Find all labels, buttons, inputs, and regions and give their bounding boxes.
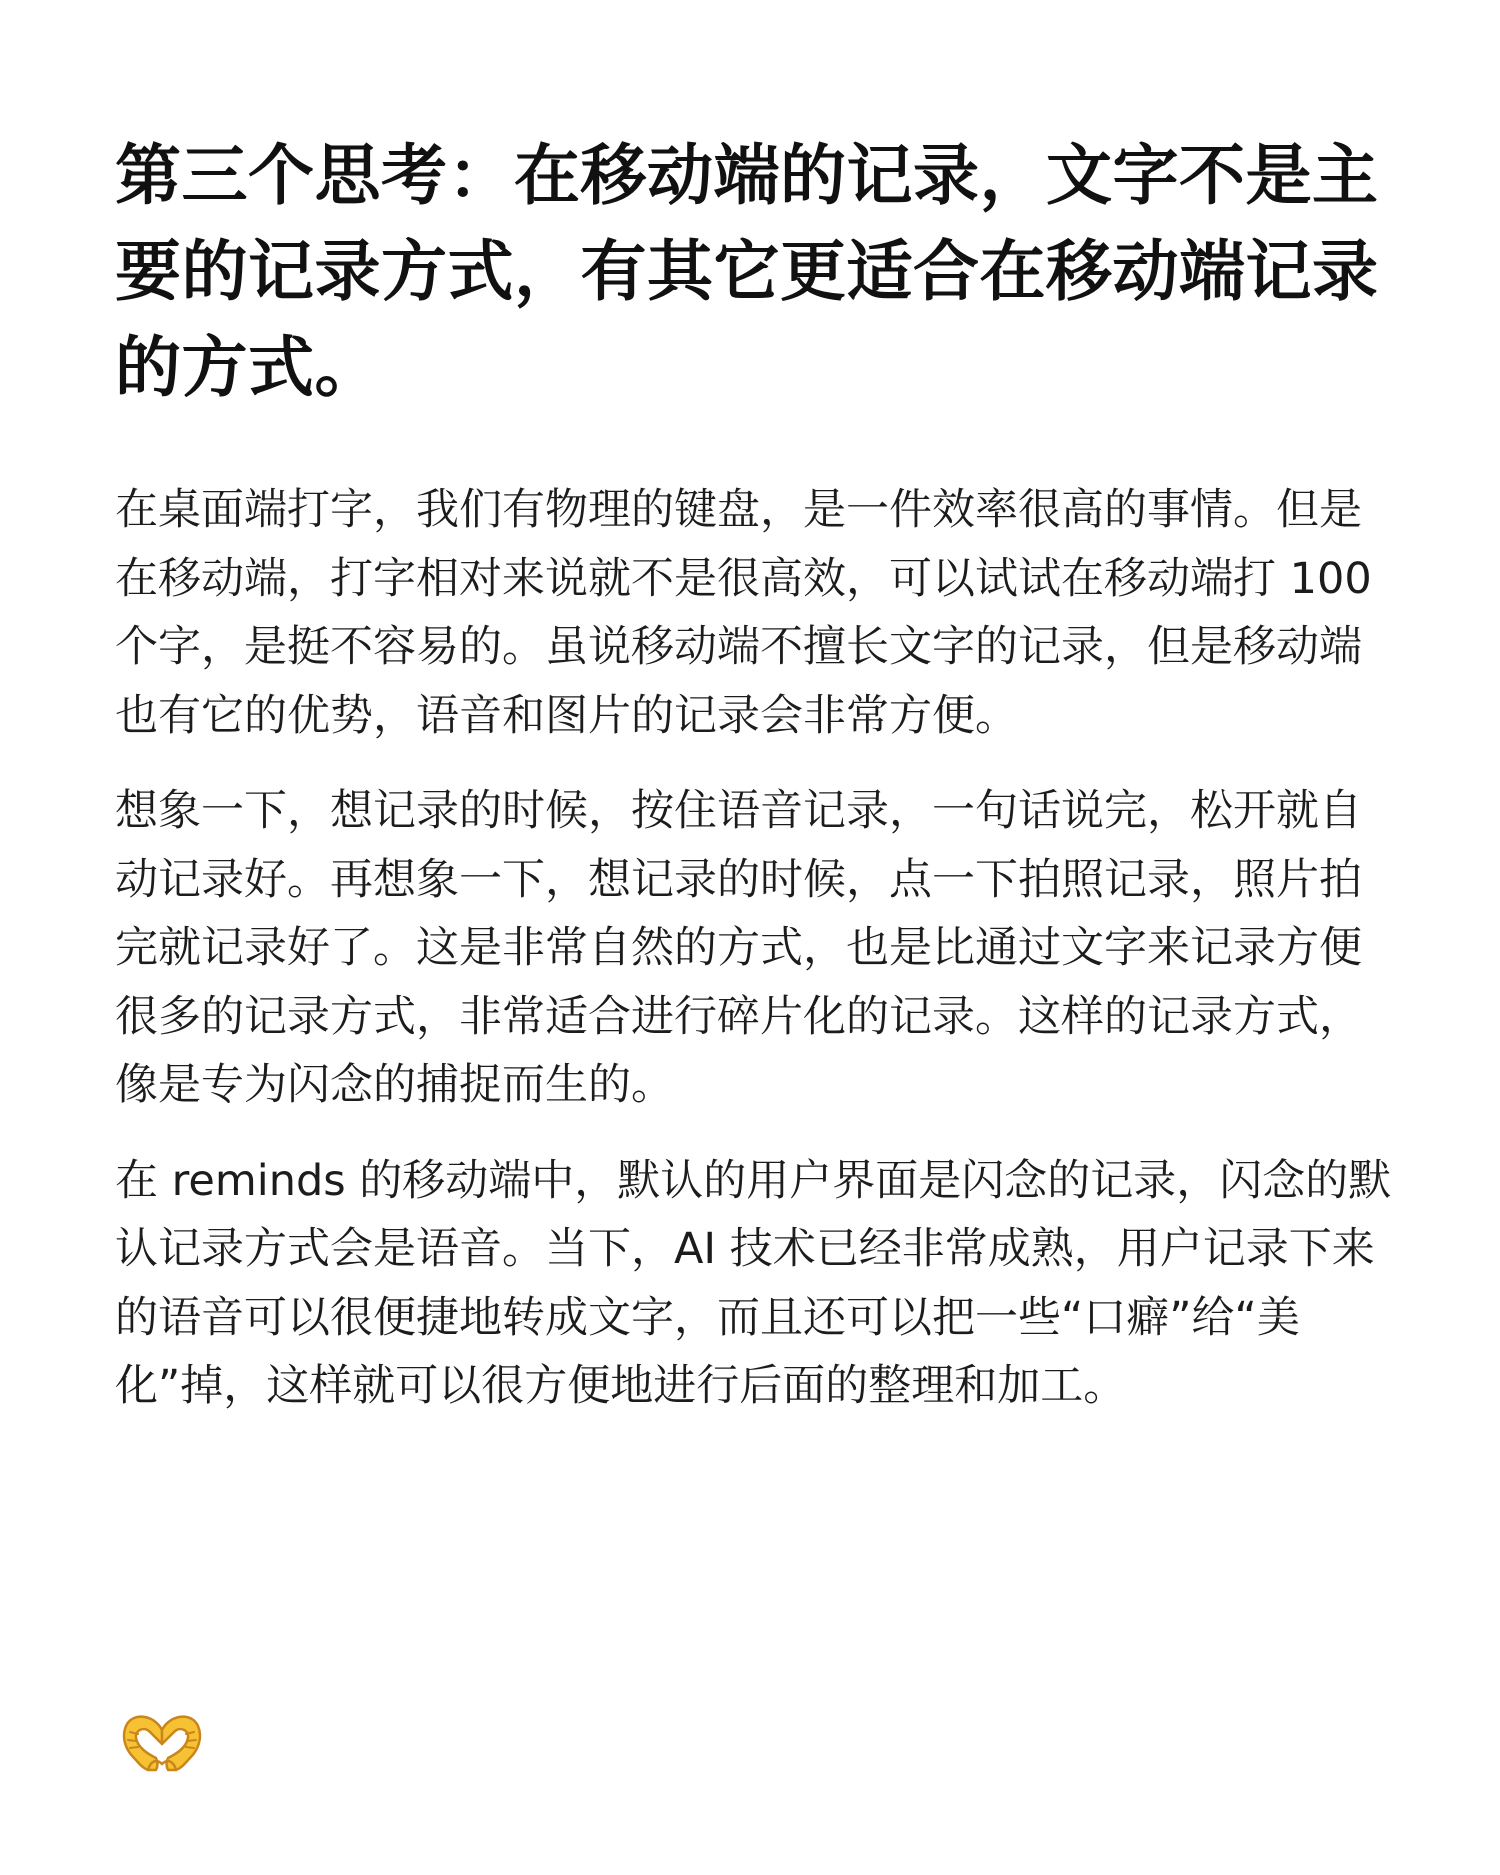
- paragraph-1: 在桌面端打字，我们有物理的键盘，是一件效率很高的事情。但是在移动端，打字相对来说就不是很高效，可以试试在移动端打 100 个字，是挺不容易的。虽说移动端不擅长文字的记录，但是移动端也有它的优势，语音和图片的记录会非常方便。: [115, 485, 1372, 741]
- paragraph-3: 在 reminds 的移动端中，默认的用户界面是闪念的记录，闪念的默认记录方式会是语音。当下，AI 技术已经非常成熟，用户记录下来的语音可以很便捷地转成文字，而且还可以把一些“口癖”给“美化”掉，这样就可以很方便地进行后面的整理和加工。: [115, 1155, 1392, 1411]
- heart-hands-icon: [118, 1710, 206, 1774]
- article: [115, 128, 1395, 1421]
- paragraph-2: 想象一下，想记录的时候，按住语音记录，一句话说完，松开就自动记录好。再想象一下，想记录的时候，点一下拍照记录，照片拍完就记录好了。这是非常自然的方式，也是比通过文字来记录方便很多的记录方式，非常适合进行碎片化的记录。这样的记录方式，像是专为闪念的捕捉而生的。: [115, 786, 1362, 1110]
- article-heading: 第三个思考：在移动端的记录，文字不是主要的记录方式，有其它更适合在移动端记录的方式。: [115, 137, 1379, 406]
